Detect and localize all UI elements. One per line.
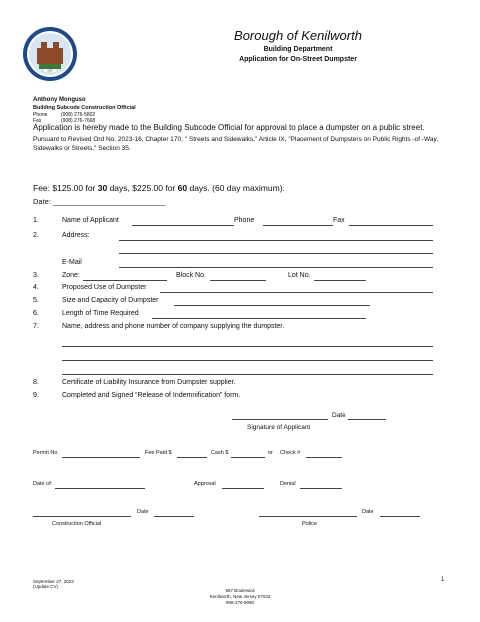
item-number: 4. bbox=[33, 284, 39, 291]
intro-text: Application is hereby made to the Building Subcode Official for approval to place a dumpster on a public street. bbox=[33, 123, 425, 132]
fee-paid-label: Fee Paid $ bbox=[145, 450, 172, 456]
check-label: Check # bbox=[280, 450, 301, 456]
footer-update: (Update CV) bbox=[33, 584, 59, 589]
check-field[interactable] bbox=[306, 457, 342, 458]
signature-date-field[interactable] bbox=[348, 419, 386, 420]
denial-field[interactable] bbox=[300, 488, 342, 489]
construction-signature-field[interactable] bbox=[33, 516, 131, 517]
email-field[interactable] bbox=[119, 267, 433, 268]
footer-date: September 27, 2023 bbox=[33, 579, 74, 584]
police-signature-field[interactable] bbox=[259, 516, 357, 517]
svg-text:1907: 1907 bbox=[47, 69, 53, 73]
company-field-3[interactable] bbox=[62, 374, 433, 375]
company-field-2[interactable] bbox=[62, 360, 433, 361]
length-label: Length of Time Required bbox=[62, 310, 139, 317]
zone-field[interactable] bbox=[83, 280, 167, 281]
signature-field[interactable] bbox=[232, 419, 328, 420]
police-caption: Police bbox=[302, 521, 317, 527]
fee-text: Fee: $125.00 for 30 days, $225.00 for 60 days. (60 day maximum). bbox=[33, 183, 285, 193]
page-number: 1 bbox=[441, 577, 445, 583]
official-name: Anthony Monguso bbox=[33, 97, 86, 103]
insurance-requirement: Certificate of Liability Insurance from Dumpster supplier. bbox=[62, 379, 236, 386]
police-date-field[interactable] bbox=[380, 516, 420, 517]
company-label: Name, address and phone number of company supplying the dumpster. bbox=[62, 323, 285, 330]
form-title: Application for On-Street Dumpster bbox=[239, 56, 357, 63]
item-number: 6. bbox=[33, 310, 39, 317]
ordinance-text: Pursuant to Revised Ord No. 2023-16, Chapter 170, " Streets and Sidewalks," Article IX, "Placement of Dumpsters on Public Rights -of -Way, Sidewalks or Streets," Section 35. bbox=[33, 136, 439, 152]
fax-field[interactable] bbox=[349, 225, 433, 226]
address-field-2[interactable] bbox=[119, 253, 433, 254]
item-number: 5. bbox=[33, 297, 39, 304]
footer-address-1: 567 Boulevard bbox=[225, 588, 255, 593]
lot-label: Lot No. bbox=[288, 272, 311, 279]
footer-phone: 908-276-9090 bbox=[225, 600, 255, 605]
fax-field-label: Fax bbox=[333, 217, 345, 224]
denial-label: Denial bbox=[280, 481, 296, 487]
item-number: 8. bbox=[33, 379, 39, 386]
date-field[interactable]: Date: ___________________________ bbox=[33, 197, 166, 206]
approval-field[interactable] bbox=[222, 488, 264, 489]
construction-date-label: Date bbox=[137, 509, 149, 515]
signature-caption: Signature of Applicant bbox=[247, 424, 311, 431]
size-label: Size and Capacity of Dumpster bbox=[62, 297, 159, 304]
applicant-field[interactable] bbox=[132, 225, 234, 226]
department-name: Building Department bbox=[263, 46, 333, 53]
block-field[interactable] bbox=[210, 280, 266, 281]
lot-field[interactable] bbox=[314, 280, 366, 281]
email-label: E-Mail bbox=[62, 259, 82, 266]
approval-label: Approval bbox=[194, 481, 216, 487]
phone-field[interactable] bbox=[263, 225, 333, 226]
use-field[interactable] bbox=[160, 292, 433, 293]
footer-address-2: Kenilworth, New Jersey 07033 bbox=[209, 594, 271, 599]
official-fax: (908) 276-7668 bbox=[61, 118, 96, 124]
fax-label: Fax bbox=[33, 118, 42, 124]
block-label: Block No. bbox=[176, 272, 206, 279]
or-label: or bbox=[268, 450, 273, 456]
phone-label: Phone bbox=[33, 112, 48, 118]
zone-label: Zone: bbox=[62, 272, 80, 279]
police-date-label: Date bbox=[362, 509, 374, 515]
applicant-label: Name of Applicant bbox=[62, 217, 119, 224]
official-phone: (908) 276-5802 bbox=[61, 112, 96, 118]
size-field[interactable] bbox=[174, 305, 370, 306]
official-title: Building Subcode Construction Official bbox=[33, 105, 136, 111]
permit-field[interactable] bbox=[62, 457, 140, 458]
length-field[interactable] bbox=[152, 318, 366, 319]
release-requirement: Completed and Signed “Release of Indemnification” form. bbox=[62, 392, 241, 399]
date-of-label: Date of: bbox=[33, 481, 53, 487]
item-number: 3. bbox=[33, 272, 39, 279]
address-label: Address: bbox=[62, 232, 90, 239]
use-label: Proposed Use of Dumpster bbox=[62, 284, 147, 291]
cash-field[interactable] bbox=[231, 457, 265, 458]
construction-official-caption: Construction Official bbox=[52, 521, 102, 527]
fee-paid-field[interactable] bbox=[177, 457, 207, 458]
phone-field-label: Phone bbox=[234, 217, 255, 224]
cash-label: Cash $ bbox=[211, 450, 229, 456]
permit-label: Permit No. bbox=[33, 450, 59, 456]
construction-date-field[interactable] bbox=[154, 516, 194, 517]
signature-date-label: Date bbox=[332, 412, 346, 419]
date-of-field[interactable] bbox=[55, 488, 145, 489]
item-number: 9. bbox=[33, 392, 39, 399]
address-field-1[interactable] bbox=[119, 240, 433, 241]
company-field-1[interactable] bbox=[62, 346, 433, 347]
page-title: Borough of Kenilworth bbox=[234, 28, 362, 43]
item-number: 1. bbox=[33, 217, 39, 224]
item-number: 2. bbox=[33, 232, 39, 239]
item-number: 7. bbox=[33, 323, 39, 330]
